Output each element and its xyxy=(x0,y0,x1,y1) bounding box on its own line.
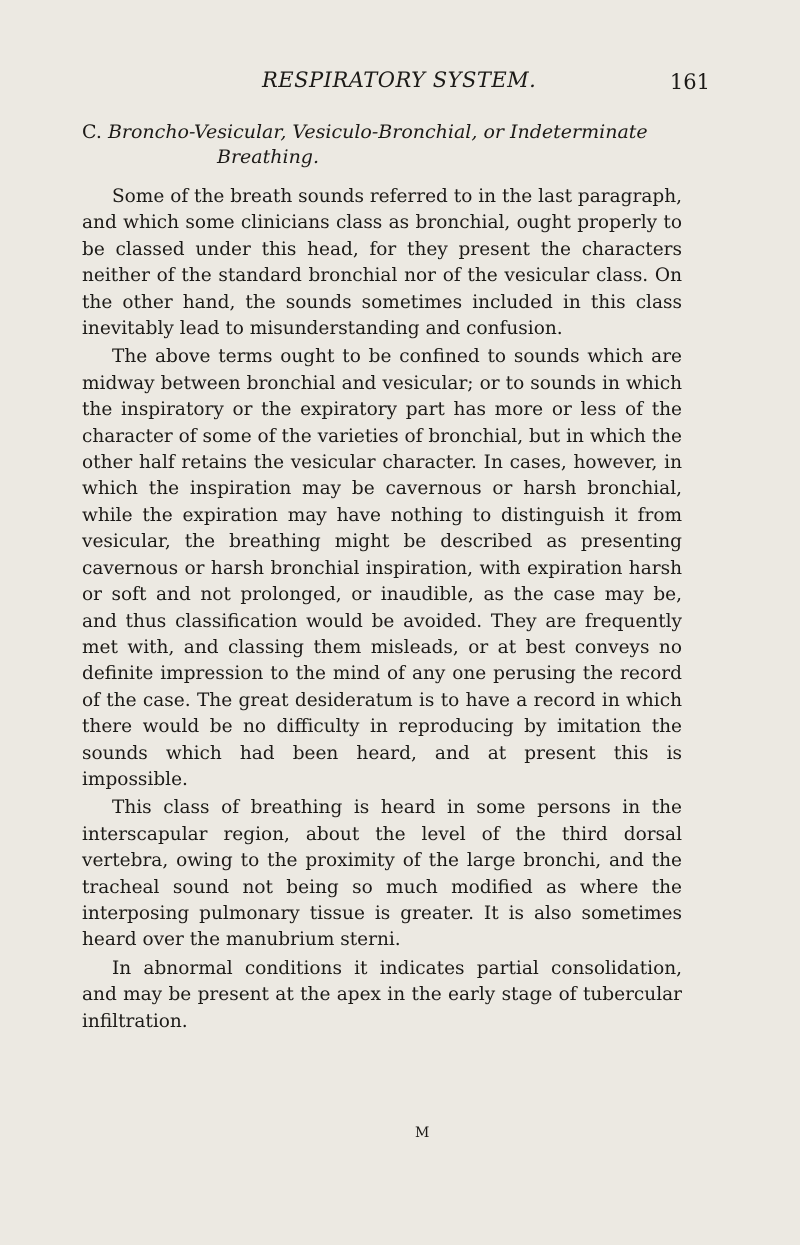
running-title: RESPIRATORY SYSTEM. xyxy=(262,68,537,92)
paragraph-4: In abnormal conditions it indicates partial consolidation, and may be present at the apex in the early stage of tubercular infiltration. xyxy=(82,957,682,1032)
body-text xyxy=(82,184,682,1035)
paragraph-1: Some of the breath sounds referred to in the last paragraph, and which some clinicians class as bronchial, ought properly to be classed under this head, for they present the characters neither of the standard bronchial nor of the vesicular class. On the other hand, the sounds sometimes included in this class inevitably lead to misunderstanding and confusion. xyxy=(82,186,682,340)
running-head xyxy=(82,60,710,98)
signature-mark: M xyxy=(415,1125,431,1141)
section-letter: C. xyxy=(82,121,102,143)
section-heading xyxy=(82,120,682,170)
paragraph-2: The above terms ought to be confined to sounds which are midway between bronchial and vesicular; or to sounds in which the inspiratory or the expiratory part has more or less of the character of some of the varieties of bronchial, but in which the other half retains the vesicular character. In cases, however, in which the inspiration may be cavernous or harsh bronchial, while the expiration may have nothing to distinguish it from vesicular, the breathing might be described as presenting cavernous or harsh bronchial inspiration, with expiration harsh or soft and not prolonged, or inaudible, as the case may be, and thus classification would be avoided. They are frequently met with, and classing them misleads, or at best conveys no definite impression to the mind of any one perusing the record of the case. The great desideratum is to have a record in which there would be no difficulty in reproducing by imitation the sounds which had been heard, and at present this is impossible. xyxy=(82,346,682,790)
section-title-line2: Breathing. xyxy=(217,146,320,168)
paragraph-3: This class of breathing is heard in some persons in the interscapular region, about the level of the third dorsal vertebra, owing to the proximity of the large bronchi, and the tracheal sound not being so much modified as where the interposing pulmonary tissue is greater. It is also sometimes heard over the manubrium sterni. xyxy=(82,797,682,951)
page-number: 161 xyxy=(669,70,710,94)
section-title-line1: Broncho-Vesicular, Vesiculo-Bronchial, or Indeterminate xyxy=(107,121,648,143)
